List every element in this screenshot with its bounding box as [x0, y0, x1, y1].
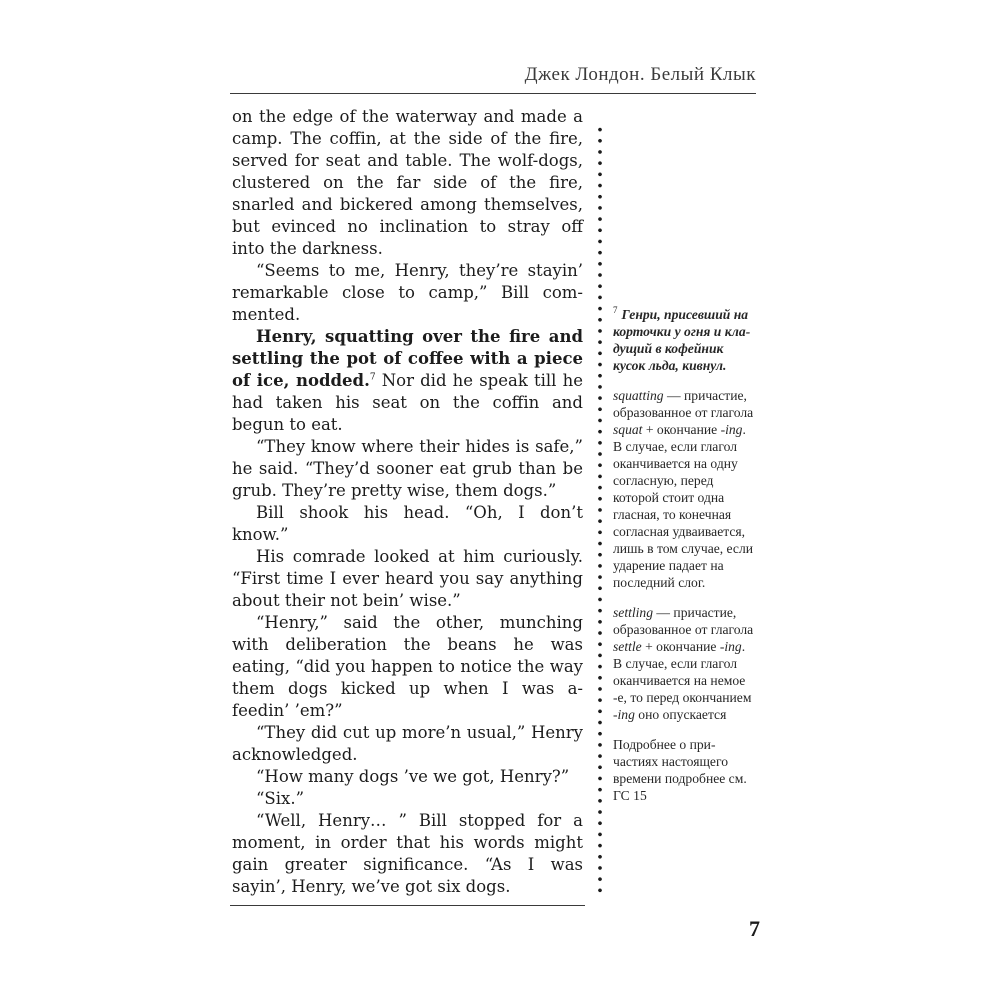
paragraph: Bill shook his head. “Oh, I don’t know.”: [232, 503, 583, 544]
sidenote-grammar-settling: [613, 604, 755, 723]
verb: squat: [613, 422, 643, 437]
note-text: . В случае, если глагол оканчивается на одну согласную, перед которой стоит одна гласная, то конечная согласная удваивается, лишь в том случае, если ударение падает на последний слог.: [613, 422, 754, 590]
paragraph: “They know where their hides is safe,” he said. “They’d sooner eat grub than be grub. They’re pretty wise, them dogs.”: [232, 437, 583, 500]
footnote-marker[interactable]: 7: [369, 372, 376, 383]
term: squatting: [613, 388, 664, 403]
note-text: . В случае, если глагол оканчивается на немое -е, то перед окончанием: [613, 639, 752, 705]
note-text: оно опускается: [634, 707, 727, 722]
note-text: — причастие, образованное от глагола: [613, 388, 754, 420]
sidenote-reference: Подробнее о причастиях настоящего времени подробнее см. ГС 15: [613, 737, 747, 803]
paragraph: “Seems to me, Henry, they’re stayin’ remarkable close to camp,” Bill commented.: [232, 261, 583, 324]
suffix: -ing: [720, 422, 743, 437]
paragraph: “How many dogs ’ve we got, Henry?”: [256, 767, 570, 786]
header-rule: [230, 93, 756, 94]
sidenote-heading: Генри, присевший на корточки у огня и кладущий в кофейник кусок льда, кивнул.: [613, 307, 751, 373]
paragraph: “Henry,” said the other, munching with deliberation the beans he was eating, “did you happen to notice the way them dogs kicked up when I was a-feedin’ ’em?”: [232, 613, 583, 720]
suffix: -ing: [613, 707, 635, 722]
page-number: 7: [749, 916, 760, 941]
suffix: -ing: [719, 639, 742, 654]
paragraph: on the edge of the waterway and made a camp. The coffin, at the side of the fire, served for seat and table. The wolf-dogs, clustered on the far side of the fire, snarled and bickered among themselves, but evinced no inclination to stray off into the darkness.: [232, 107, 583, 258]
paragraph: “Well, Henry… ” Bill stopped for a moment, in order that his words might gain greater significance. “As I was sayin’, Henry, we’ve got six dogs.: [232, 811, 583, 896]
paragraph: His comrade looked at him curiously. “First time I ever heard you say anything about their not bein’ wise.”: [232, 547, 583, 610]
term: settling: [613, 605, 654, 620]
running-header: Джек Лондон. Белый Клык: [524, 64, 756, 85]
sidenote-marker: 7: [613, 305, 618, 316]
paragraph-with-footnote: [232, 326, 583, 436]
paragraph-text: Nor did he speak till he had taken his seat on the coffin and begun to eat.: [232, 371, 583, 434]
sidenote-grammar-squatting: [613, 387, 755, 591]
dotted-column-divider: [598, 124, 602, 894]
sidenote-column: [613, 306, 755, 817]
bottom-rule: [230, 905, 585, 906]
note-text: + окончание: [641, 639, 720, 654]
paragraph: “Six.”: [256, 789, 305, 808]
paragraph: “They did cut up more’n usual,” Henry acknowledged.: [232, 723, 583, 764]
note-text: + окончание: [642, 422, 721, 437]
main-text-column: [232, 106, 583, 898]
note-text: — причастие, образованное от глагола: [613, 605, 754, 637]
highlighted-sentence: Henry, squatting over the fire and settling the pot of coffee with a piece of ice, nodded.: [232, 327, 583, 390]
sidenote-translation: [613, 306, 755, 374]
verb: settle: [613, 639, 642, 654]
